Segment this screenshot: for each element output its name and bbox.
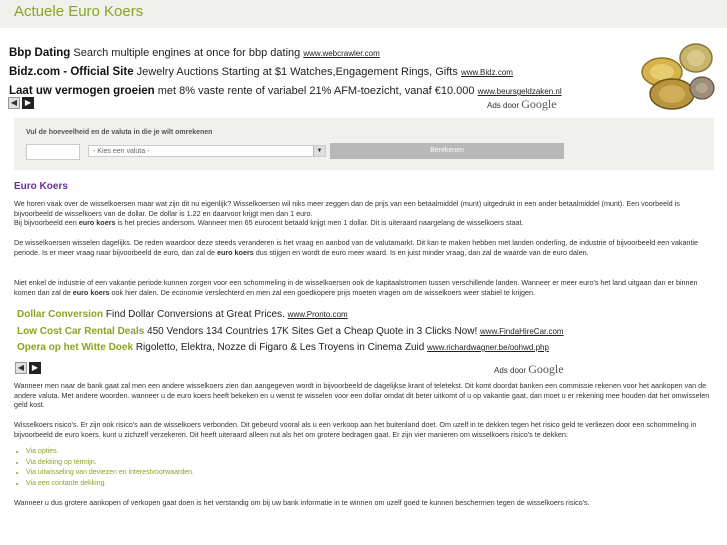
keyword: euro koers (72, 287, 110, 297)
paragraph (14, 498, 714, 508)
ad-text: met 8% vaste rente of variabel 21% AFM-toezicht, vanaf €10.000 (157, 85, 475, 97)
chevron-right-icon: ▶ (24, 98, 32, 107)
ad-url[interactable]: www.FindaHireCar.com (480, 326, 564, 336)
paragraph (14, 238, 714, 257)
ad-url[interactable]: www.Pronto.com (287, 310, 348, 319)
list-item: • Via uitwisseling van deviezen en interestvoorwaarden. (26, 468, 194, 479)
paragraph-text: dus stijgen en wordt de euro meer waard. Is en juist minder vraag, dan zal de waarde van de euro dalen. (253, 247, 589, 257)
ad-url[interactable]: www.beursgeldzaken.nl (477, 87, 562, 96)
list-item: • Via opties. (26, 447, 194, 458)
paragraph (14, 278, 714, 297)
ad-next-button[interactable] (29, 362, 41, 374)
ad-url[interactable]: www.Bidz.com (460, 68, 513, 77)
chevron-down-icon[interactable]: ▼ (313, 146, 325, 156)
paragraph-text: . kunt u zichzelf verzekeren. Dit heeft uiteraard alleen nut als het om grotere bedragen gaat. Er zijn vier manieren om wisselkoers risico's te dekken: (98, 429, 568, 439)
ads-by-google[interactable] (494, 362, 564, 377)
ad-title[interactable]: Dollar Conversion (17, 309, 104, 320)
ad-title[interactable]: Laat uw vermogen groeien (9, 85, 155, 97)
ad-prev-button[interactable] (8, 97, 20, 109)
ad-next-button[interactable] (22, 97, 34, 109)
keyword: euro koers (216, 247, 254, 257)
page-header (0, 0, 727, 28)
paragraph-text: Wanneer men naar de bank gaat zal men een andere wisselkoers zien dan aangegeven wordt in bijvoorbeeld de dagelijkse krant of teletekst. Dit komt doordat banken een commissie rekenen voor het aankopen van de andere valuta. Met andere woorden. wanneer u de euro koers heeft bekeken en u wenst te wisselen voor een dollar omdat dit beter uitkomt of u op vakantie gaat, dan moet u er rekening mee houden dat het omwisselen geld kost. (14, 381, 710, 410)
ad-block-top (9, 44, 609, 101)
currency-select[interactable] (88, 145, 326, 157)
ad-title[interactable]: Bidz.com - Official Site (9, 66, 134, 78)
google-logo: Google (521, 97, 557, 111)
chevron-right-icon: ▶ (31, 363, 39, 372)
ads-by-google[interactable] (487, 97, 557, 112)
ad-url[interactable]: www.richardwagner.be/oohwd.php (427, 343, 549, 352)
hedging-methods-list (14, 447, 194, 489)
calculate-button[interactable]: Berekenen (330, 143, 564, 159)
chevron-left-icon: ◀ (10, 98, 18, 107)
google-logo: Google (528, 362, 564, 376)
paragraph-text: ook hier dalen. De economie verslechterd en men zal een goedkopere prijs moeten vragen om de wisselkoers weer stabiel te krijgen. (109, 287, 536, 297)
paragraph-text: is het precies andersom. Wanneer men 65 eurocent betaald krijgt men 1 dollar. Dit is uiteraard naargelang de wisselkoers staat. (115, 218, 524, 228)
paragraph-text: Wisselkoers risico's. Er zijn ook risico's aan de wisselkoers verbonden. Dit gebeurd vooral als u een verkoop aan het buitenland doet. Om uzelf in te dekken tegen het risico geld te verliezen door een schommeling in bijvoorbeeld de (14, 420, 697, 439)
site-title[interactable]: Actuele Euro Koers (14, 3, 144, 20)
ad-item[interactable] (17, 307, 637, 324)
list-item: • Via een contante dekking. (26, 479, 194, 490)
ads-by-label: Ads door (494, 366, 527, 375)
ad-text: 450 Vendors 134 Countries 17K Sites Get a Cheap Quote in 3 Clicks Now! (147, 325, 478, 337)
keyword: euro koers (64, 429, 99, 439)
paragraph-text: We horen vaak over de wisselkoersen maar wat zijn dit nu eigenlijk? Wisselkoersen wil niks meer zeggen dan de prijs van een betaalmiddel (munt) uitgedrukt in een ander betaalmiddel (munt). Een voorbeeld is bijvoorbeeld de wisselkoers van de dollar. De dollar is 1.22 en daarvoor krijgt men dan 1 euro. (14, 199, 680, 218)
paragraph-text: Wanneer u dus grotere aankopen of verkopen gaat doen is het verstandig om bij uw bank informatie in te winnen om uzelf goed te kunnen beschermen tegen de wisselkoers risico's. (14, 498, 590, 507)
paragraph-text: Niet enkel de industrie of een vakantie periode kunnen zorgen voor een schommeling in de wisselkoersen ook de kapitaalstromen tussen verschillende landen. Wanneer er meer euro's het land uitgaan dan er binnen komen dan zal de (14, 278, 698, 297)
paragraph-text: Bij bijvoorbeeld een (14, 218, 79, 228)
chevron-left-icon: ◀ (17, 363, 25, 372)
ad-url[interactable]: www.webcrawler.com (303, 49, 380, 58)
ad-title[interactable]: Low Cost Car Rental Deals (17, 325, 145, 337)
ad-text: Search multiple engines at once for bbp dating (73, 47, 301, 59)
ad-item[interactable] (9, 44, 609, 63)
ad-item[interactable] (9, 63, 609, 82)
converter-label: Vul de hoeveelheid en de valuta in die je wilt omrekenen (26, 129, 213, 136)
converter-panel (14, 118, 714, 170)
amount-input[interactable] (26, 144, 80, 160)
ad-item[interactable] (17, 340, 637, 357)
paragraph (14, 381, 714, 410)
section-title: Euro Koers (14, 181, 68, 192)
keyword: euro koers (78, 218, 116, 228)
currency-placeholder: - Kies een valuta - (93, 148, 150, 155)
ad-prev-button[interactable] (15, 362, 27, 374)
ad-text: Jewelry Auctions Starting at $1 Watches,Engagement Rings, Gifts (136, 66, 458, 78)
paragraph (14, 199, 714, 228)
ad-title[interactable]: Bbp Dating (9, 47, 71, 59)
paragraph (14, 420, 714, 439)
ad-text: Rigoletto, Elektra, Nozze di Figaro & Les Troyens in Cinema Zuid (135, 342, 425, 353)
ad-block-middle (17, 307, 637, 357)
paragraph-text: De wisselkoersen wisselen dagelijks. De reden waardoor deze steeds veranderen is het vraag en aanbod van de valutamarkt. Dit kan te maken hebben met landen onderling, de industrie of bijvoorbeeld een vakantie periode. Is er meer vraag naar bijvoorbeeld de euro, dan zal de (14, 238, 699, 257)
coins-image (636, 42, 716, 114)
ad-title[interactable]: Opera op het Witte Doek (17, 342, 134, 353)
ad-text: Find Dollar Conversions at Great Prices. (105, 309, 285, 320)
ad-item[interactable] (17, 324, 637, 341)
list-item: • Via dekking op termijn. (26, 458, 194, 469)
ads-by-label: Ads door (487, 101, 520, 110)
